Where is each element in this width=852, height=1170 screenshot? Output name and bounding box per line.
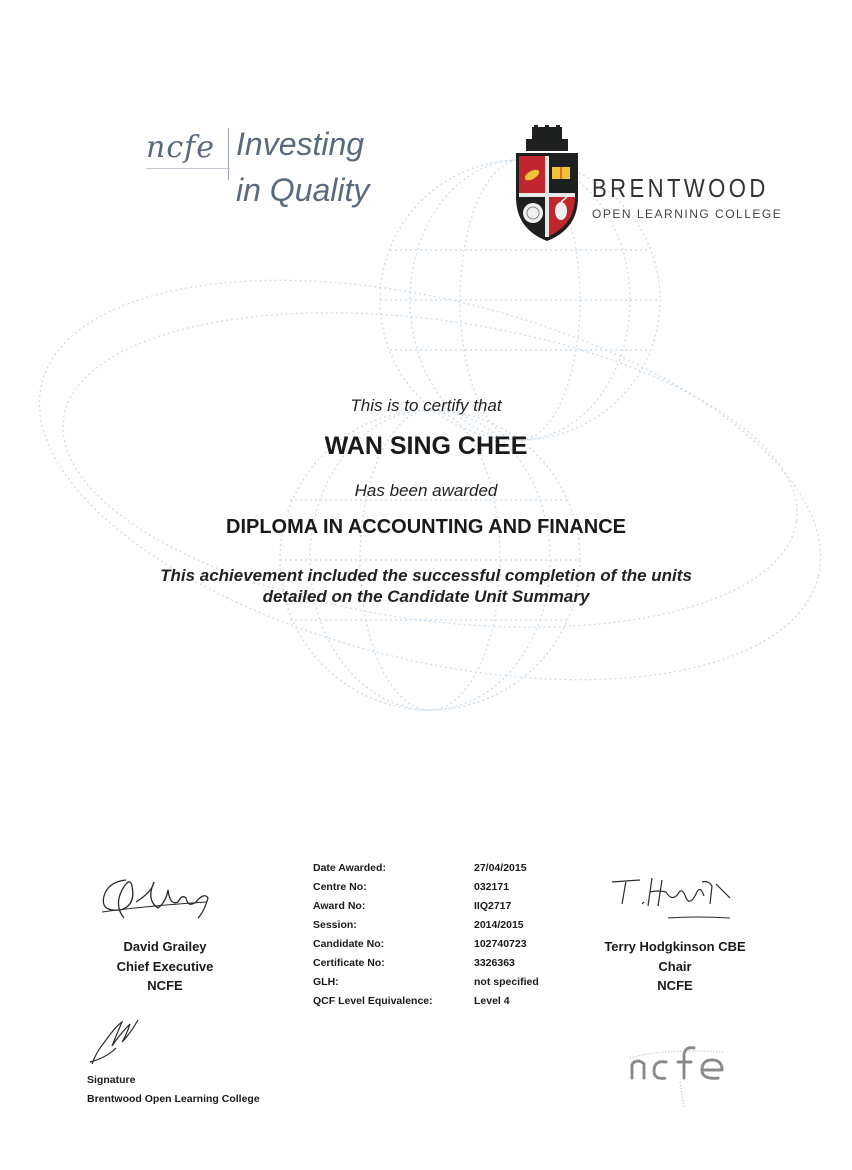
signatory-chair: [590, 937, 760, 996]
college-crest-icon: [512, 125, 582, 243]
signatory-title: Chief Executive: [116, 958, 214, 974]
detail-value: 27/04/2015: [474, 862, 527, 874]
signature-label: Signature: [87, 1074, 136, 1086]
signatory-org: NCFE: [657, 978, 693, 993]
detail-value: not specified: [474, 976, 539, 988]
detail-value: IIQ2717: [474, 900, 512, 912]
qualification-title: DIPLOMA IN ACCOUNTING AND FINANCE: [226, 516, 626, 538]
detail-value: 2014/2015: [474, 919, 524, 931]
detail-label: Centre No:: [313, 881, 367, 893]
detail-label: Certificate No:: [313, 957, 385, 969]
signatory-chief-executive: [95, 937, 235, 996]
ncfe-embossed-seal: [624, 1038, 728, 1112]
ncfe-logo: [146, 126, 406, 216]
recipient-name: WAN SING CHEE: [324, 432, 528, 460]
certify-statement: This is to certify that: [350, 396, 502, 415]
detail-label: Session:: [313, 919, 357, 931]
ncfe-tagline-line2: in Quality: [236, 172, 370, 208]
chair-signature: [606, 872, 736, 924]
signatory-org: NCFE: [147, 978, 183, 993]
detail-label: Candidate No:: [313, 938, 385, 950]
ncfe-tagline-line1: Investing: [236, 126, 365, 162]
achievement-line-1: This achievement included the successful completion of the units: [160, 566, 692, 585]
detail-value: Level 4: [474, 995, 510, 1007]
detail-label: GLH:: [313, 976, 339, 988]
detail-value: 102740723: [474, 938, 527, 950]
brentwood-name: BRENTWOOD: [592, 173, 769, 203]
brentwood-logo: [512, 125, 783, 245]
detail-value: 032171: [474, 881, 510, 893]
chief-executive-signature: [96, 872, 216, 924]
college-name: Brentwood Open Learning College: [87, 1093, 260, 1105]
detail-label: Award No:: [313, 900, 366, 912]
signatory-title: Chair: [658, 958, 692, 974]
detail-label: QCF Level Equivalence:: [313, 995, 433, 1007]
ncfe-divider: [228, 128, 229, 180]
signatory-name: David Grailey: [123, 939, 207, 954]
brentwood-subtitle: OPEN LEARNING COLLEGE: [592, 207, 783, 221]
detail-label: Date Awarded:: [313, 862, 386, 874]
detail-value: 3326363: [474, 957, 515, 969]
achievement-statement: [0, 565, 852, 607]
signatory-name: Terry Hodgkinson CBE: [604, 939, 746, 954]
college-signature-mark: [86, 1012, 146, 1068]
achievement-line-2: detailed on the Candidate Unit Summary: [262, 587, 590, 606]
ncfe-underline: [146, 168, 230, 169]
college-signature-block: [87, 1071, 260, 1109]
ncfe-wordmark: ncfe: [146, 130, 215, 165]
awarded-statement: Has been awarded: [354, 481, 498, 500]
